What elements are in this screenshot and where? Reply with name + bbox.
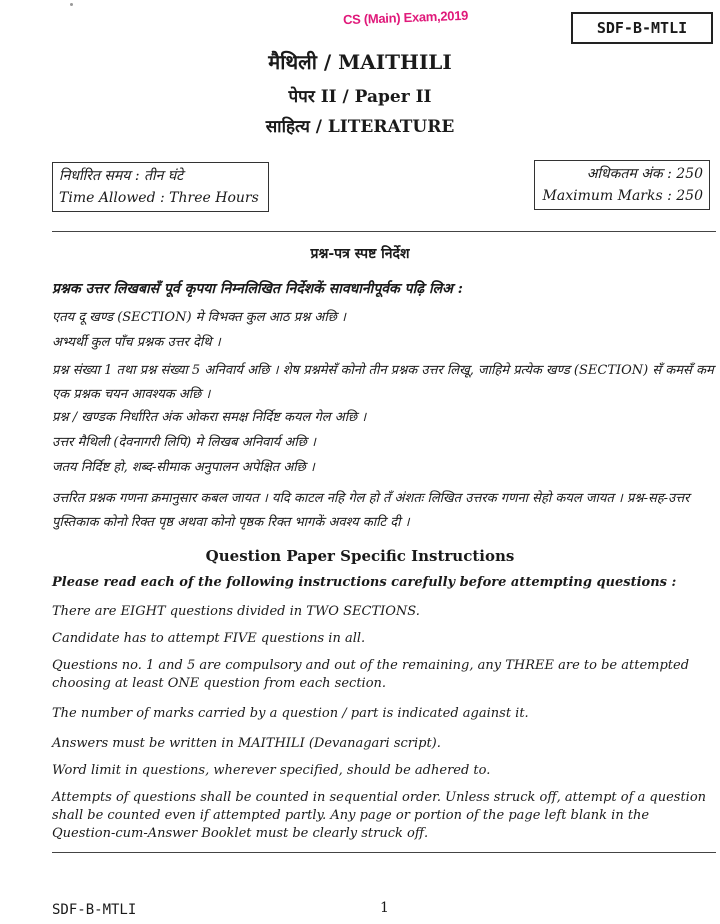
time-allowed-english: Time Allowed : Three Hours: [59, 190, 259, 206]
english-instructions-lead: Please read each of the following instructions carefully before attempting questions :: [52, 575, 677, 590]
hindi-instruction-item: उत्तरित प्रश्नक गणना क्रमानुसार कबल जायत । यदि काटल नहि गेल हो तँ अंशतः लिखित उत्तरक गणना सेहो कयल जायत । प्रश्न-सह-उत्तर पुस्तिकाक कोनो रिक्त पृष्ठ अथवा कोनो पृष्ठक रिक्त भागकें अवश्य काटि दी ।: [52, 491, 690, 530]
maximum-marks-hindi: अधिकतम अंक : 250: [586, 166, 703, 182]
hindi-instructions-lead: प्रश्नक उत्तर लिखबासँ पूर्व कृपया निम्नलिखित निर्देशकें सावधानीपूर्वक पढ़ि लिअ :: [52, 281, 463, 297]
time-allowed-box: [52, 162, 269, 212]
scan-speck: [70, 3, 73, 6]
section-title: साहित्य / LITERATURE: [265, 117, 455, 137]
subject-title: मैथिली / MAITHILI: [268, 50, 452, 74]
hindi-instruction-item: एतय दू खण्ड (SECTION) मे विभक्त कुल आठ प्रश्न अछि ।: [52, 310, 346, 325]
hindi-instructions-heading: प्रश्न-पत्र स्पष्ट निर्देश: [310, 246, 410, 262]
divider-bottom: [52, 852, 716, 853]
time-allowed-hindi: निर्धारित समय : तीन घंटे: [59, 168, 184, 184]
paper-title: पेपर II / Paper II: [288, 87, 432, 107]
page-number: 1: [380, 900, 389, 916]
paper-code-box: SDF-B-MTLI: [571, 12, 713, 44]
english-instruction-item: Candidate has to attempt FIVE questions in all.: [52, 631, 366, 646]
english-instructions-heading: Question Paper Specific Instructions: [205, 547, 515, 565]
hindi-instruction-item: जतय निर्दिष्ट हो, शब्द-सीमाक अनुपालन अपेक्षित अछि ।: [52, 460, 315, 475]
english-instruction-item: Answers must be written in MAITHILI (Devanagari script).: [52, 736, 441, 751]
hindi-instruction-item: उत्तर मैथिली (देवनागरी लिपि) मे लिखब अनिवार्य अछि ।: [52, 435, 316, 450]
exam-stamp: CS (Main) Exam,2019: [342, 7, 469, 28]
english-instruction-item: Attempts of questions shall be counted in sequential order. Unless struck off, attempt of a question shall be counted even if attempted partly. Any page or portion of the page left blank in the Question-cum-Answer Booklet must be clearly struck off.: [52, 790, 707, 841]
english-instruction-item: Questions no. 1 and 5 are compulsory and out of the remaining, any THREE are to be attempted choosing at least ONE question from each section.: [52, 658, 690, 691]
hindi-instruction-item: अभ्यर्थी कुल पाँच प्रश्नक उत्तर देथि ।: [52, 335, 221, 350]
hindi-instruction-item: प्रश्न संख्या 1 तथा प्रश्न संख्या 5 अनिवार्य अछि । शेष प्रश्नमेसँ कोनो तीन प्रश्नक उत्तर लिखू, जाहिमे प्रत्येक खण्ड (SECTION) सँ कमसँ कम एक प्रश्नक चयन आवश्यक अछि ।: [52, 363, 714, 402]
maximum-marks-box: [534, 160, 710, 210]
english-instruction-item: The number of marks carried by a question / part is indicated against it.: [52, 706, 529, 721]
hindi-instruction-item: प्रश्न / खण्डक निर्धारित अंक ओकरा समक्ष निर्दिष्ट कयल गेल अछि ।: [52, 410, 367, 425]
english-instruction-item: Word limit in questions, wherever specified, should be adhered to.: [52, 763, 491, 778]
footer-paper-code: SDF-B-MTLI: [52, 902, 137, 918]
english-instruction-item: There are EIGHT questions divided in TWO SECTIONS.: [52, 604, 420, 619]
divider-top: [52, 231, 716, 232]
maximum-marks-english: Maximum Marks : 250: [542, 188, 703, 204]
